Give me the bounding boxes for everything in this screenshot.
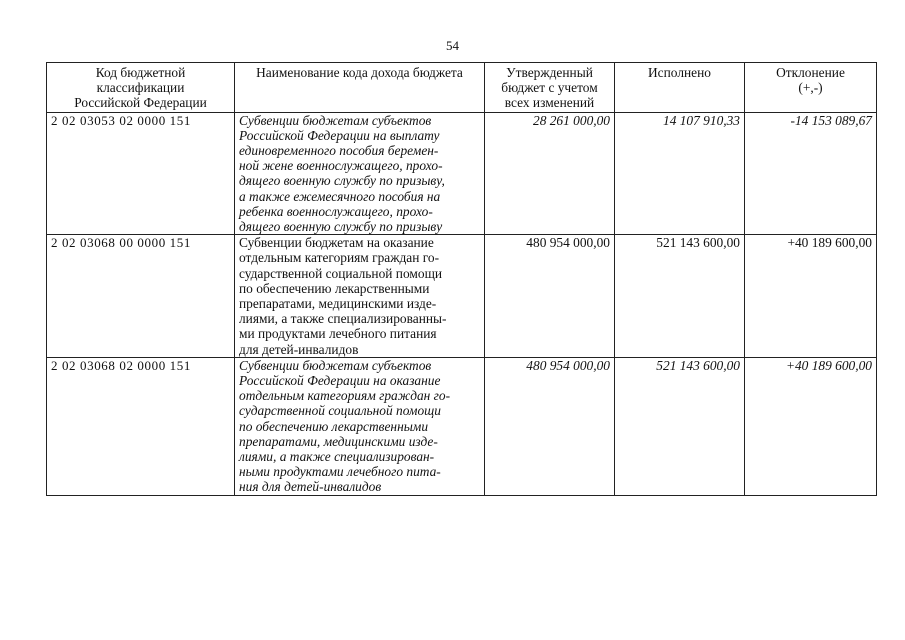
row-name-line: Субвенции бюджетам на оказание [239, 235, 434, 251]
row-approved: 28 261 000,00 [485, 112, 615, 235]
header-deviation [745, 63, 877, 113]
row-name-line: по обеспечению лекарственными [239, 280, 430, 296]
row-deviation: -14 153 089,67 [745, 112, 877, 235]
row-deviation: +40 189 600,00 [745, 235, 877, 358]
header-executed [615, 63, 745, 113]
header-executed-line: Исполнено [648, 65, 711, 80]
row-code: 2 02 03053 02 0000 151 [47, 112, 235, 235]
header-code-line: классификации [96, 80, 185, 96]
row-name-line: лиями, а также специализирован- [239, 449, 435, 465]
row-name-line: дящего военную службу по призыву [239, 219, 443, 235]
row-name-line: Российской Федерации на выплату [239, 127, 440, 143]
header-approved-line: всех изменений [504, 95, 595, 111]
row-name-line: единовременного пособия беремен- [239, 143, 439, 159]
row-name-line: по обеспечению лекарственными [239, 418, 429, 434]
row-name-line: Субвенции бюджетам субъектов [239, 357, 432, 373]
row-name-line: ми продуктами лечебного питания [239, 326, 437, 342]
budget-table [46, 62, 877, 496]
row-executed: 521 143 600,00 [615, 235, 745, 358]
header-code-line: Российской Федерации [74, 95, 207, 111]
table-row [47, 357, 877, 495]
row-name-line: дящего военную службу по призыву, [239, 173, 445, 189]
header-approved-line: бюджет с учетом [501, 80, 598, 96]
row-name-line: препаратами, медицинскими изде- [239, 296, 437, 312]
header-name [235, 63, 485, 113]
row-code: 2 02 03068 02 0000 151 [47, 357, 235, 495]
row-name-line: отдельным категориям граждан го- [239, 388, 451, 404]
row-deviation: +40 189 600,00 [745, 357, 877, 495]
row-name [235, 235, 485, 358]
row-name [235, 357, 485, 495]
header-code [47, 63, 235, 113]
row-name-line: а также ежемесячного пособия на [239, 188, 441, 204]
table-header-row [47, 63, 877, 113]
row-name-line: ния для детей-инвалидов [239, 479, 382, 495]
header-approved [485, 63, 615, 113]
header-deviation-line: Отклонение [776, 65, 845, 80]
table-row [47, 112, 877, 235]
row-approved: 480 954 000,00 [485, 235, 615, 358]
header-name-line: Наименование кода дохода бюджета [256, 65, 463, 80]
row-name-line: лиями, а также специализированны- [239, 311, 447, 327]
row-executed: 521 143 600,00 [615, 357, 745, 495]
header-approved-line: Утвержденный [506, 65, 593, 80]
row-executed: 14 107 910,33 [615, 112, 745, 235]
row-name [235, 112, 485, 235]
table-row [47, 235, 877, 358]
header-deviation-line: (+,-) [798, 80, 823, 96]
row-name-line: Субвенции бюджетам субъектов [239, 112, 432, 128]
row-name-line: препаратами, медицинскими изде- [239, 433, 438, 449]
header-code-line: Код бюджетной [95, 65, 186, 80]
row-name-line: Российской Федерации на оказание [239, 373, 441, 389]
row-name-line: сударственной социальной помощи [239, 403, 441, 419]
row-name-line: ной жене военнослужащего, прохо- [239, 158, 443, 174]
row-name-line: ребенка военнослужащего, прохо- [239, 203, 433, 219]
row-name-line: ными продуктами лечебного пита- [239, 464, 441, 480]
row-code: 2 02 03068 00 0000 151 [47, 235, 235, 358]
row-approved: 480 954 000,00 [485, 357, 615, 495]
row-name-line: сударственной социальной помощи [239, 265, 443, 281]
row-name-line: для детей-инвалидов [239, 341, 359, 357]
row-name-line: отдельным категориям граждан го- [239, 250, 440, 266]
page-number: 54 [446, 38, 459, 53]
